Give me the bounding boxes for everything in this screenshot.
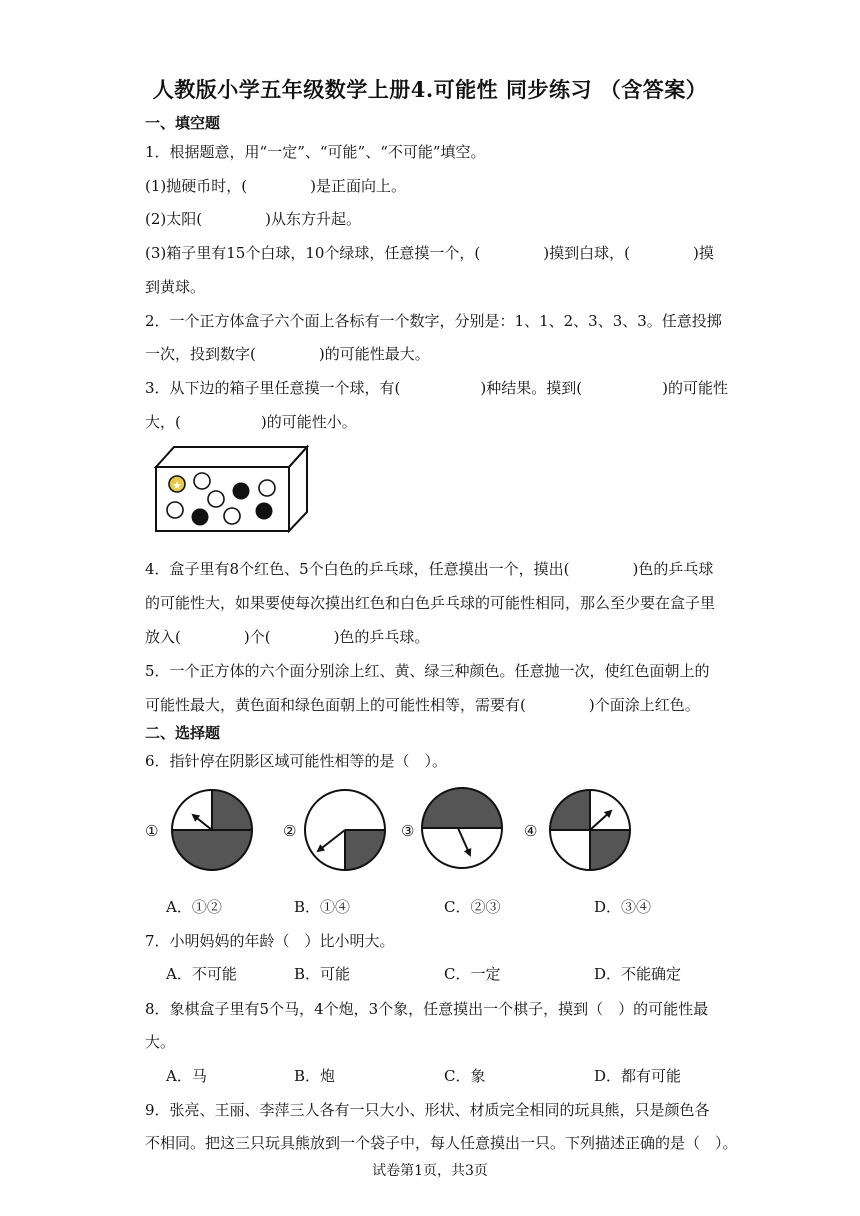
white-ball [194, 473, 210, 489]
q4-line1: 4．盒子里有8个红色、5个白色的乒乓球，任意摸出一个，摸出( )色的乒乓球 [145, 560, 714, 578]
q8-line1: 8．象棋盒子里有5个马，4个炮，3个象，任意摸出一个棋子，摸到（ ）的可能性最 [145, 1000, 709, 1018]
spinner-label-3: ③ [401, 822, 415, 840]
q7-stem: 7．小明妈妈的年龄（ ）比小明大。 [145, 932, 395, 950]
q1-stem: 1．根据题意，用“一定”、“可能”、“不可能”填空。 [145, 143, 486, 161]
spinner-2 [305, 790, 385, 870]
q8-option-d[interactable]: D．都有可能 [594, 1067, 682, 1085]
q6-stem: 6．指针停在阴影区域可能性相等的是（ ）。 [145, 752, 448, 770]
white-ball [259, 480, 275, 496]
black-ball [233, 483, 250, 500]
q9-line2: 不相同。把这三只玩具熊放到一个袋子中，每人任意摸出一只。下列描述正确的是（ ）。 [145, 1134, 738, 1152]
white-ball [208, 491, 224, 507]
q5-line1: 5．一个正方体的六个面分别涂上红、黄、绿三种颜色。任意抛一次，使红色面朝上的 [145, 662, 710, 680]
spinner-label-2: ② [283, 822, 297, 840]
q6-option-c[interactable]: C．②③ [444, 898, 501, 916]
q2-line2: 一次，投到数字( )的可能性最大。 [145, 345, 430, 363]
q7-option-b[interactable]: B．可能 [294, 965, 351, 983]
q8-option-c[interactable]: C．象 [444, 1067, 486, 1085]
black-ball [192, 509, 209, 526]
white-ball [224, 508, 240, 524]
q5-line2: 可能性最大，黄色面和绿色面朝上的可能性相等，需要有( )个面涂上红色。 [145, 696, 700, 714]
spinner-label-1: ① [145, 822, 159, 840]
q6-option-d[interactable]: D．③④ [594, 898, 652, 916]
q4-line2: 的可能性大，如果要使每次摸出红色和白色乒乓球的可能性相同，那么至少要在盒子里 [145, 594, 716, 612]
section-fill-heading: 一、填空题 [145, 114, 221, 132]
q8-option-b[interactable]: B．炮 [294, 1067, 336, 1085]
q7-option-a[interactable]: A．不可能 [166, 965, 237, 983]
white-ball [167, 502, 183, 518]
spinner-1 [172, 790, 252, 870]
q1-part2: (2)太阳( )从东方升起。 [145, 210, 361, 228]
section-choice-heading: 二、选择题 [145, 724, 221, 742]
ball-box-figure [150, 440, 315, 535]
q1-part1: (1)抛硬币时，( )是正面向上。 [145, 177, 406, 195]
q3-line1: 3．从下边的箱子里任意摸一个球，有( )种结果。摸到( )的可能性 [145, 379, 728, 397]
q8-option-a[interactable]: A．马 [166, 1067, 207, 1085]
q3-line2: 大，( )的可能性小。 [145, 413, 357, 431]
svg-text:★: ★ [172, 479, 182, 492]
q7-option-c[interactable]: C．一定 [444, 965, 501, 983]
q8-line2: 大。 [145, 1033, 176, 1051]
q1-part3: (3)箱子里有15个白球，10个绿球，任意摸一个，( )摸到白球，( )摸 [145, 244, 714, 262]
spinner-label-4: ④ [524, 822, 538, 840]
q4-line3: 放入( )个( )色的乒乓球。 [145, 628, 430, 646]
spinner-4 [550, 790, 630, 870]
spinners-figure [0, 780, 860, 890]
page-title: 人教版小学五年级数学上册4.可能性 同步练习 （含答案） [152, 77, 708, 102]
q7-option-d[interactable]: D．不能确定 [594, 965, 682, 983]
q6-option-a[interactable]: A．①② [166, 898, 222, 916]
black-ball [256, 503, 273, 520]
q1-part3-cont: 到黄球。 [145, 278, 206, 296]
q9-line1: 9．张亮、王丽、李萍三人各有一只大小、形状、材质完全相同的玩具熊，只是颜色各 [145, 1101, 710, 1119]
q2-line1: 2．一个正方体盒子六个面上各标有一个数字，分别是：1、1、2、3、3、3。任意投掷 [145, 312, 722, 330]
q6-option-b[interactable]: B．①④ [294, 898, 351, 916]
spinner-3 [422, 788, 502, 868]
page-footer: 试卷第1页，共3页 [372, 1163, 488, 1179]
